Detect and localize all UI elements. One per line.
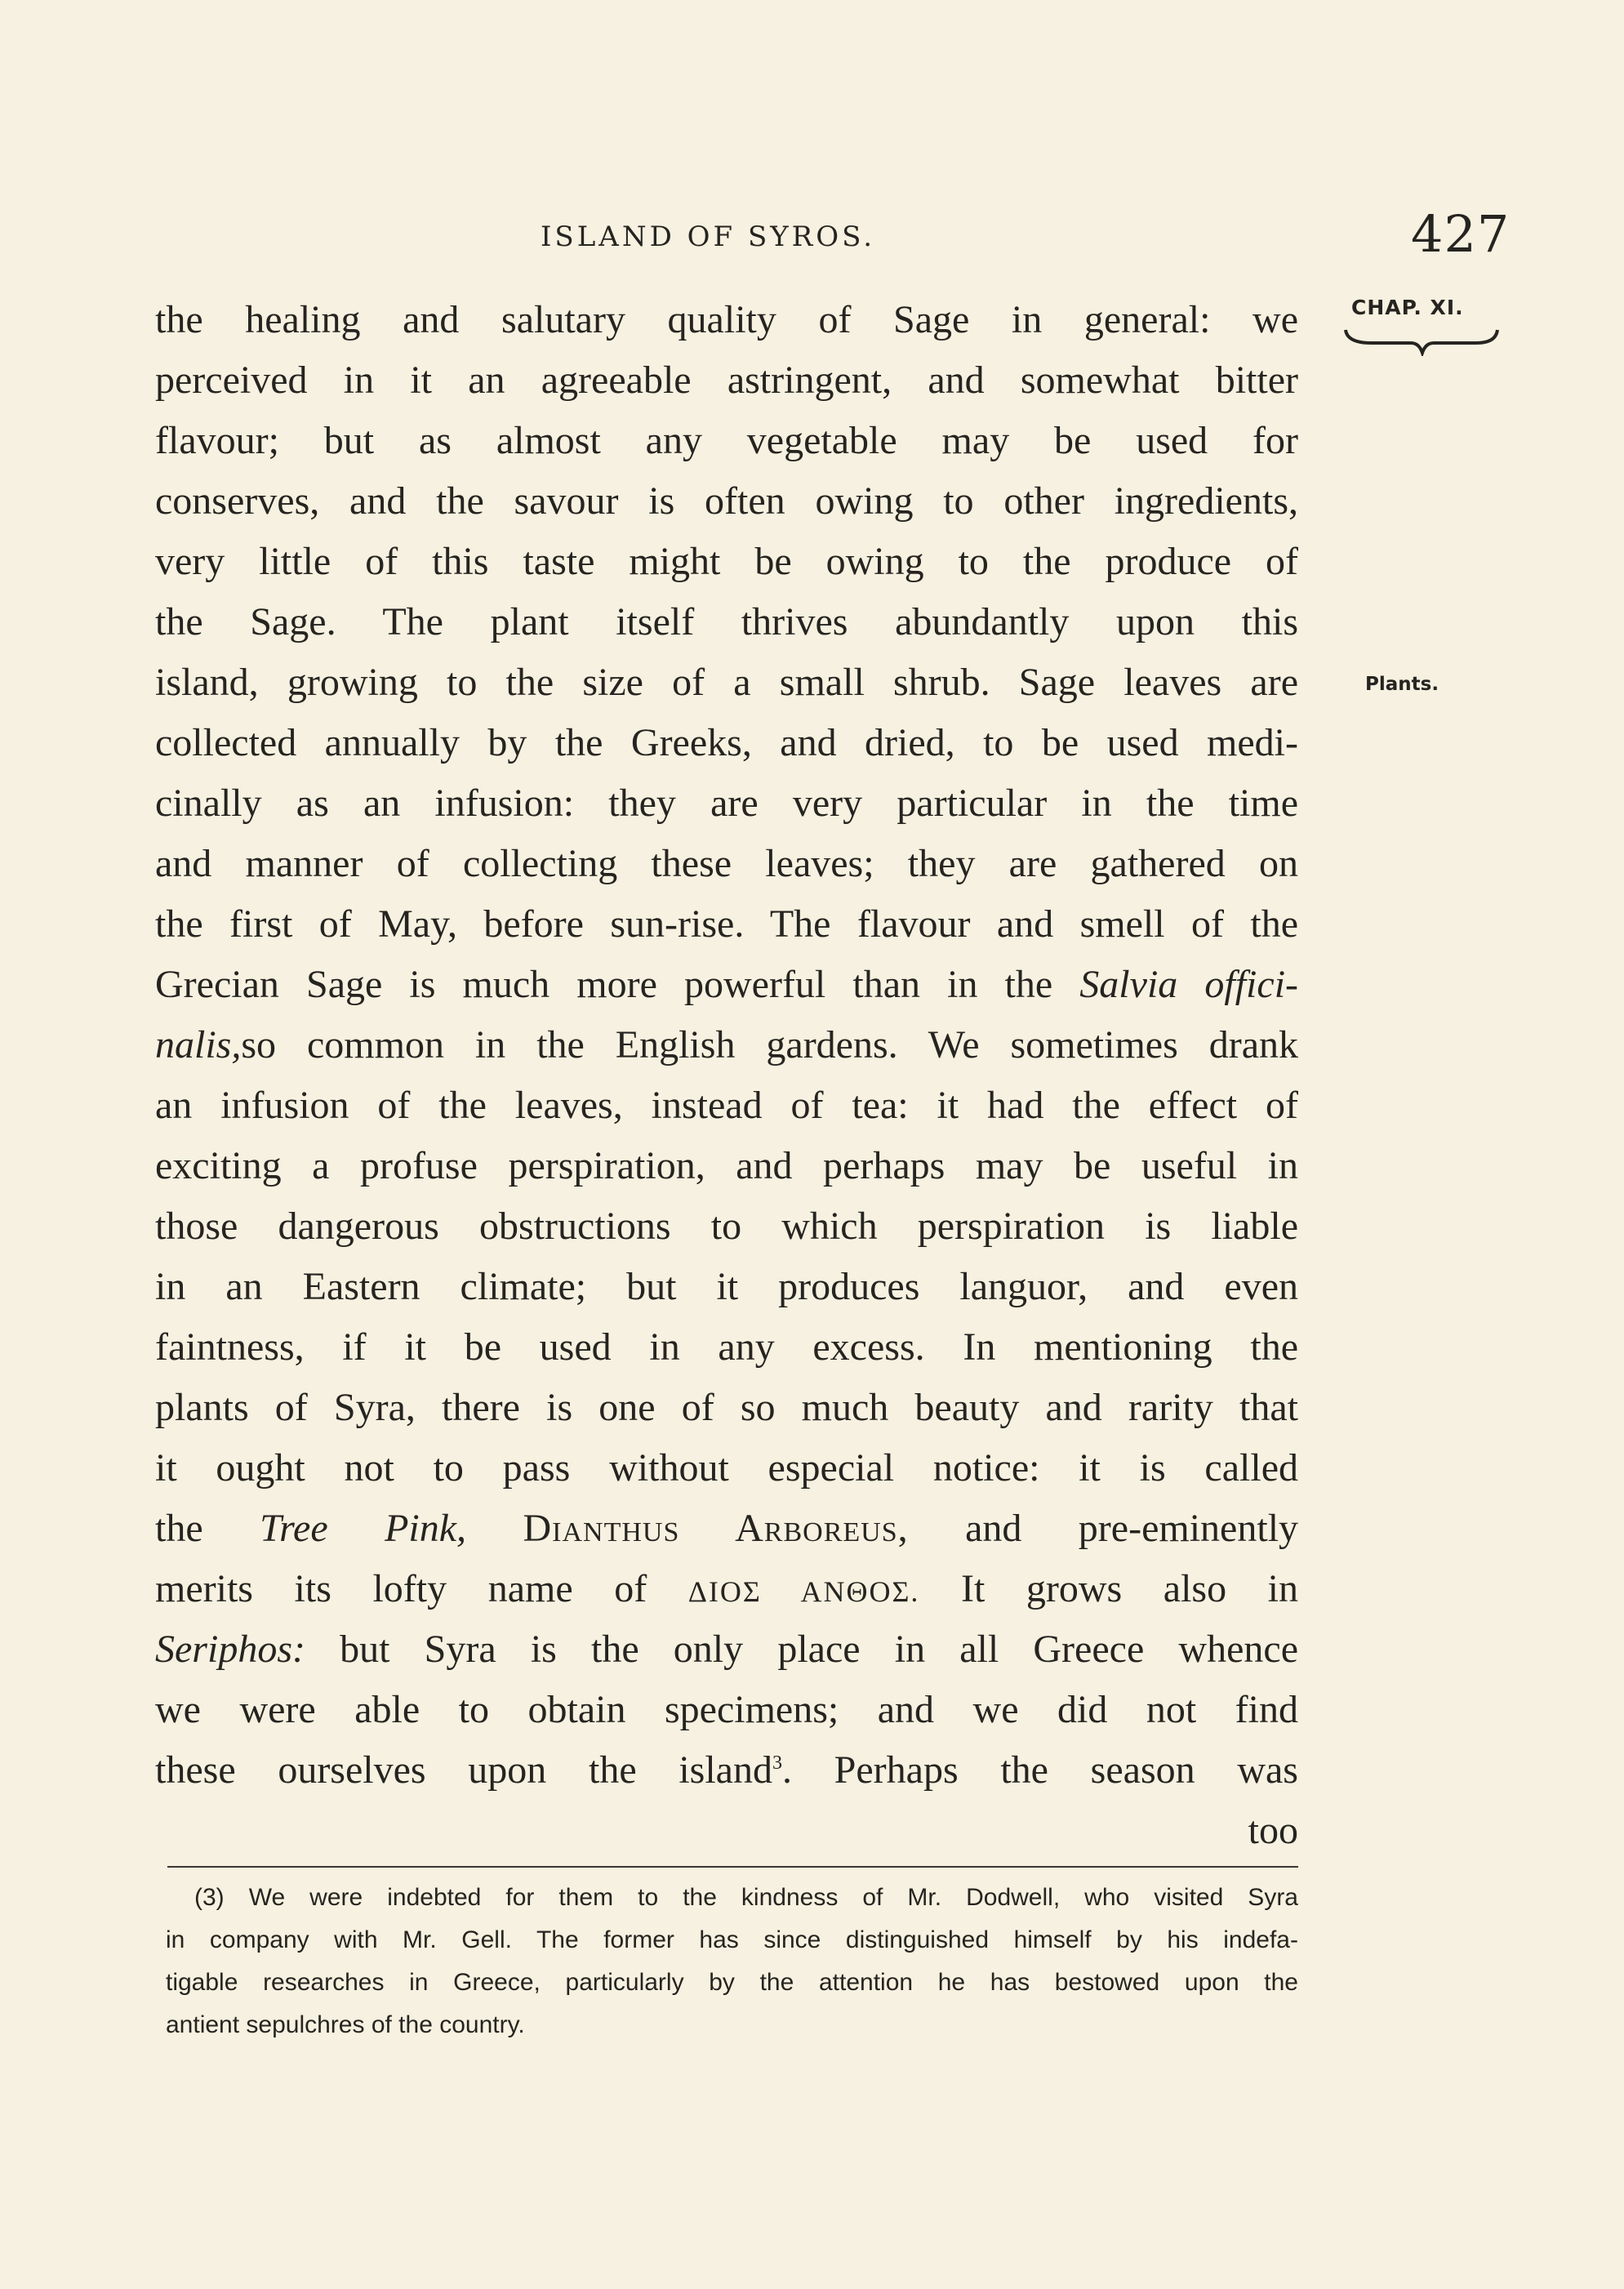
text-line: an infusion of the leaves, instead of tea: it had the effect of <box>155 1084 1298 1127</box>
text-line <box>155 1499 1298 1559</box>
footnote-divider <box>167 1866 1298 1868</box>
text-line: plants of Syra, there is one of so much beauty and rarity that <box>155 1386 1298 1429</box>
text-segment: Grecian Sage is much more powerful than in the <box>155 963 1053 1006</box>
text-line: those dangerous obstructions to which perspiration is liable <box>155 1205 1298 1248</box>
text-segment: but Syra is the only place in all Greece whence <box>340 1628 1298 1671</box>
text-line: we were able to obtain specimens; and we did not find <box>155 1688 1298 1731</box>
greek-term: ΔΙΟΣ ΑΝΘΟΣ. <box>687 1575 920 1608</box>
margin-note-plants: Plants. <box>1365 674 1439 695</box>
text-segment: and pre-eminently <box>965 1507 1299 1550</box>
italic-term: nalis, <box>155 1023 242 1067</box>
italic-term: Seriphos: <box>155 1628 305 1671</box>
text-segment: the <box>155 1507 203 1550</box>
text-line <box>155 1015 1298 1075</box>
small-caps-term: Dianthus Arboreus, <box>523 1507 909 1550</box>
text-line: it ought not to pass without especial notice: it is called <box>155 1446 1298 1490</box>
text-segment: It grows also in <box>960 1567 1298 1610</box>
text-line: the Sage. The plant itself thrives abundantly upon this <box>155 600 1298 644</box>
text-line: and manner of collecting these leaves; they are gathered on <box>155 842 1298 885</box>
text-segment: merits its lofty name of <box>155 1567 647 1610</box>
page-number: 427 <box>1411 204 1511 264</box>
text-line: cinally as an infusion: they are very particular in the time <box>155 782 1298 825</box>
text-line: flavour; but as almost any vegetable may be used for <box>155 419 1298 462</box>
catchword: too <box>1248 1809 1298 1852</box>
text-segment: . Perhaps the season was <box>781 1748 1298 1792</box>
text-line <box>155 1559 1298 1619</box>
text-line: the first of May, before sun-rise. The flavour and smell of the <box>155 902 1298 946</box>
brace-icon <box>1339 327 1502 356</box>
text-line <box>155 1619 1298 1680</box>
text-line: very little of this taste might be owing to the produce of <box>155 540 1298 583</box>
body-text <box>155 290 1298 1861</box>
running-head-text: ISLAND OF SYROS. <box>541 220 876 253</box>
text-line <box>155 1740 1298 1801</box>
text-line: conserves, and the savour is often owing to other ingredients, <box>155 479 1298 523</box>
text-segment: these ourselves upon the island <box>155 1748 772 1792</box>
text-line: perceived in it an agreeable astringent, and somewhat bitter <box>155 358 1298 402</box>
footnote-line: tigable researches in Greece, particularly by the attention he has bestowed upon the <box>166 1969 1298 1996</box>
text-line: exciting a profuse perspiration, and perhaps may be useful in <box>155 1144 1298 1187</box>
footnote-marker: 3 <box>772 1752 782 1774</box>
italic-term: Tree Pink, <box>260 1507 467 1550</box>
footnote-line: antient sepulchres of the country. <box>166 2011 525 2038</box>
footnote-line: (3) We were indebted for them to the kindness of Mr. Dodwell, who visited Syra <box>194 1884 1298 1911</box>
margin-chapter-label: CHAP. XI. <box>1351 296 1464 319</box>
text-line: the healing and salutary quality of Sage in general: we <box>155 298 1298 341</box>
footnote-line: in company with Mr. Gell. The former has since distinguished himself by his indefa- <box>166 1926 1298 1953</box>
text-line: in an Eastern climate; but it produces languor, and even <box>155 1265 1298 1308</box>
italic-term: Salvia offici- <box>1079 963 1299 1006</box>
text-line: collected annually by the Greeks, and dried, to be used medi- <box>155 721 1298 764</box>
text-line: faintness, if it be used in any excess. In mentioning the <box>155 1325 1298 1369</box>
text-line: island, growing to the size of a small shrub. Sage leaves are <box>155 661 1298 704</box>
footnote <box>166 1877 1298 2046</box>
text-line <box>155 955 1298 1015</box>
text-segment: so common in the English gardens. We sometimes drank <box>241 1023 1298 1067</box>
